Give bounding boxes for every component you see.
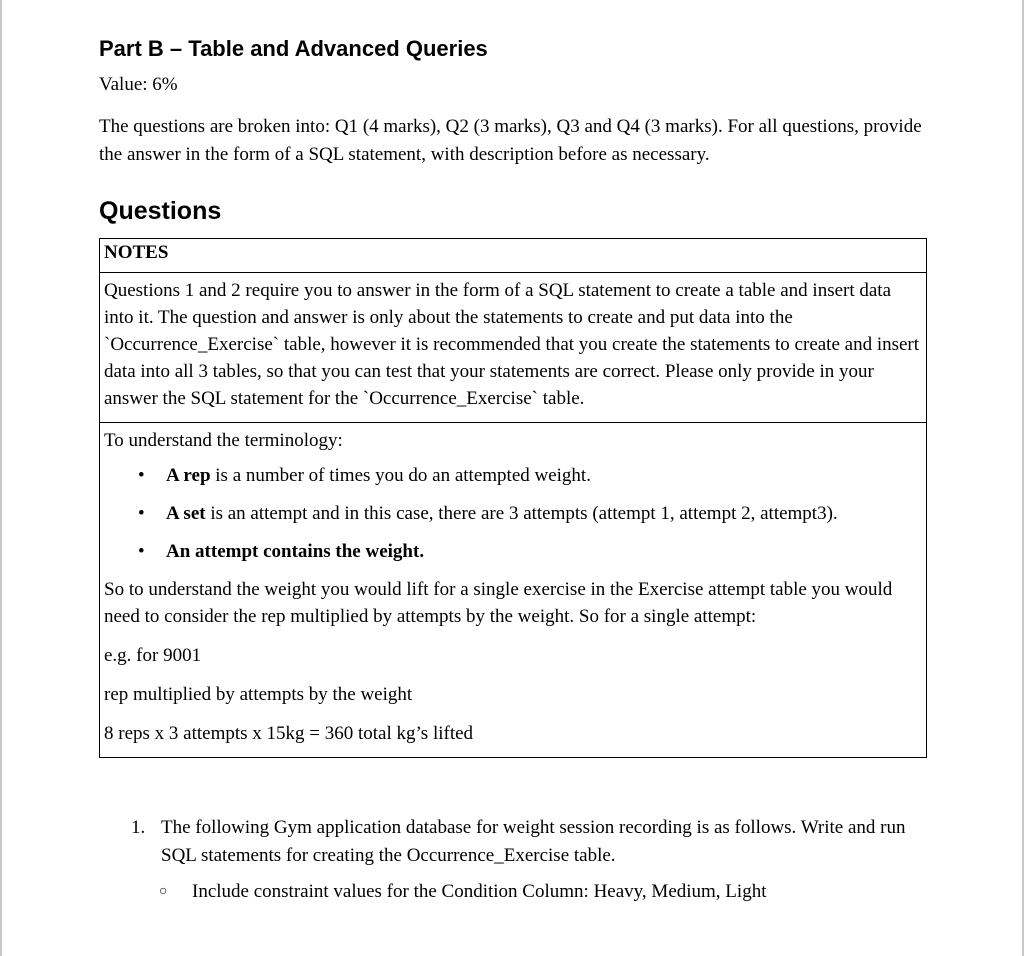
value-line: Value: 6% xyxy=(99,74,178,95)
question-number: 1. xyxy=(131,817,146,838)
formula-line: 8 reps x 3 attempts x 15kg = 360 total kg’s lifted xyxy=(104,723,474,744)
intro-paragraph: The questions are broken into: Q1 (4 marks), Q2 (3 marks), Q3 and Q4 (3 marks). For all questions, provide the answer in the form of a SQL statement, with description before as necessary. xyxy=(99,116,922,165)
bullet-icon: • xyxy=(138,541,145,562)
terminology-section xyxy=(100,423,926,757)
question-text: The following Gym application database for weight session recording is as follows. Write and run SQL statements for creating the Occurrence_Exercise table. xyxy=(161,817,906,866)
terminology-list xyxy=(104,462,922,565)
part-title: Part B – Table and Advanced Queries xyxy=(99,36,488,61)
notes-box xyxy=(99,238,927,758)
list-item xyxy=(138,538,922,565)
term-text: is an attempt and in this case, there are 3 attempts (attempt 1, attempt 2, attempt3). xyxy=(205,503,838,524)
notes-body: Questions 1 and 2 require you to answer in the form of a SQL statement to create a table and insert data into it. The question and answer is only about the statements to create and put data into the `Occurrence_Exercise` table, however it is recommended that you create the statements to create and insert data into all 3 tables, so that you can test that your statements are correct. Please only provide in your answer the SQL statement for the `Occurrence_Exercise` table. xyxy=(100,273,926,423)
sub-bullet-text: Include constraint values for the Condition Column: Heavy, Medium, Light xyxy=(192,881,767,902)
term-bold: A rep xyxy=(166,465,211,486)
questions-heading: Questions xyxy=(99,197,222,225)
term-bold: An attempt contains the weight. xyxy=(166,541,425,562)
bullet-icon: • xyxy=(138,465,145,486)
term-bold: A set xyxy=(166,503,206,524)
formula-label: rep multiplied by attempts by the weight xyxy=(104,684,413,705)
example-label: e.g. for 9001 xyxy=(104,645,202,666)
list-item xyxy=(138,500,922,527)
terminology-intro: To understand the terminology: xyxy=(104,430,343,451)
explanation-paragraph: So to understand the weight you would lift for a single exercise in the Exercise attempt table you would need to consider the rep multiplied by attempts by the weight. So for a single attempt: xyxy=(104,579,893,627)
page-left-edge xyxy=(0,0,2,956)
question-1 xyxy=(99,814,919,870)
bullet-icon: • xyxy=(138,503,145,524)
notes-heading: NOTES xyxy=(100,239,926,273)
term-text: is a number of times you do an attempted weight. xyxy=(210,465,591,486)
circle-bullet-icon: ○ xyxy=(159,884,168,899)
list-item xyxy=(138,462,922,489)
question-1-sub-bullet xyxy=(99,878,766,906)
